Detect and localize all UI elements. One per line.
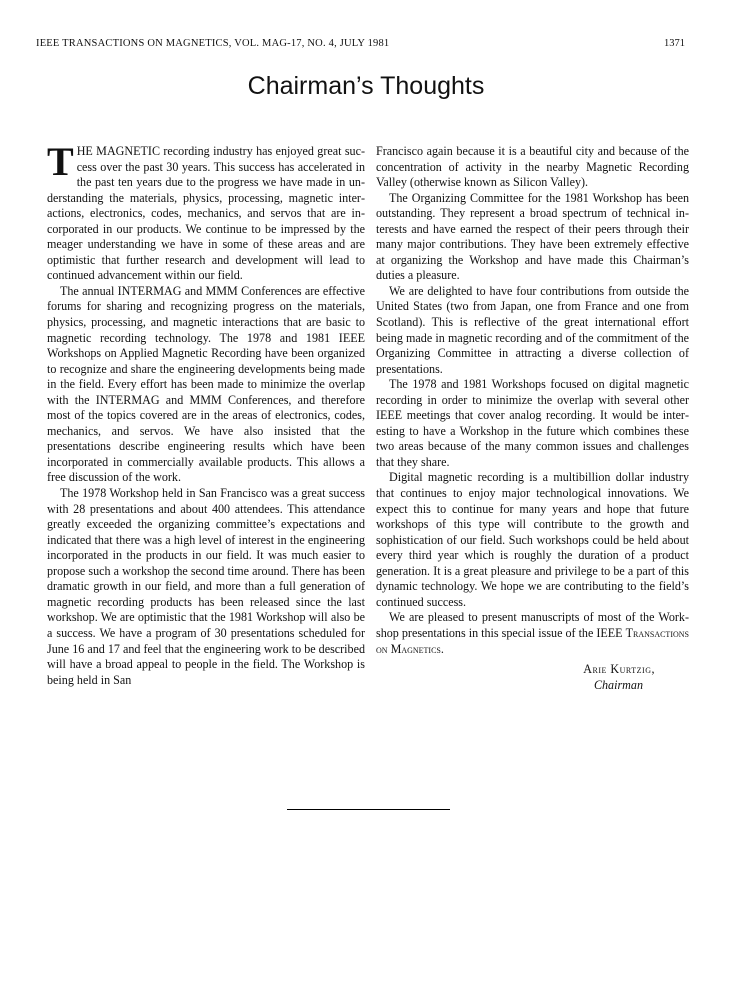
page-number: 1371 [664,38,685,49]
left-column [47,139,365,688]
paragraph-1-lead: HE MAGNETIC [76,144,161,158]
paragraph-5: We are delighted to have four contributions from outside the United States (two from Japan, one from France and one from Scotland). This is reflective of the great international effort being made in magnetic recording and of the commitment of the Organizing Committee in attracting a diverse collection of presentations. [376,283,689,376]
right-column [376,144,689,693]
journal-name: Transactions on Magnetics [376,625,689,656]
paragraph-6: The 1978 and 1981 Workshops focused on digital magnetic recording in order to minimize the overlap with several other IEEE meetings that cover analog recording. It would be interesting to have a Workshop in the future which combines these two areas because of the many common issues and challenges that they share. [376,377,689,469]
signature-name: Arie Kurtzig, [583,662,655,677]
signature-role: Chairman [593,677,643,692]
article-title: Chairman’s Thoughts [247,72,485,100]
paragraph-8-end: . [440,641,444,656]
running-head: IEEE TRANSACTIONS ON MAGNETICS, VOL. MAG-17, NO. 4, JULY 1981 [36,38,390,49]
paragraph-2: The annual INTERMAG and MMM Conferences are effective forums for sharing and recognizing progress on the materials, physics, processing, and magnetic interactions that are basic to magnetic recording technology. The 1978 and 1981 IEEE Workshops on Applied Magnetic Recording have been organized to recognize and share the engineering developments being made in the field. Every effort has been made to minimize the overlap with the INTERMAG and MMM Conferences, and therefore most of the topics covered are in the areas of electronics, codes, mechanics, and servos. We have also insisted that the presentations describe engineering results which have been incorporated in commercially available products. This allows a free discussion of the work. [47,283,365,485]
paragraph-3: The 1978 Workshop held in San Francisco was a great success with 28 presentations and about 400 attendees. This attendance greatly exceeded the organizing committee’s expectations and indicated that there was a high level of interest in the engineering incorporated in the products in our field. It was much easier to propose such a workshop the second time around. There has been dramatic growth in our field, and more than a full generation of magnetic recording products has been released since the last workshop. We are optimistic that the 1981 Workshop will also be a success. We have a program of 30 presentations scheduled for June 16 and 17 and feel that the engineering work to be described will have a broad appeal to people in the field. The Workshop is being held in San [47,486,365,687]
paragraph-4: The Organizing Committee for the 1981 Workshop has been outstanding. They represent a broad spectrum of technical interests and have earned the respect of their peers through their many major contributions. They have been extremely effective at organizing the Workshop and have made this Chairman’s duties a pleasure. [376,190,689,283]
paragraph-1 [47,139,365,284]
paragraph-1-body: recording industry has enjoyed great success over the past 30 years. This success has accelerated in the past ten years due to the progress we have made in understanding the materials, physics, processing, magnetic interactions, electronics, codes, mechanics, and servos that are incorporated in our products. We continue to be impressed by the meager understanding we have in some of these areas and are optimistic that further research and development will lead to continued advancement within our field. [47,144,365,283]
footer-divider [287,809,450,810]
paragraph-7: Digital magnetic recording is a multibillion dollar industry that continues to enjoy major technological innovations. We expect this to continue for many years and hope that future workshops of this type will contribute to the growth and sophistication of our field. Such workshops could be held about every third year which is roughly the duration of a product generation. It is a great pleasure and privilege to be a part of this dynamic technology. We hope we are contributing to the field’s continued success. [376,470,689,609]
paragraph-8 [376,610,689,657]
paragraph-3-continued: Francisco again because it is a beautiful city and because of the concentration of activity in the nearby Magnetic Recording Valley (otherwise known as Silicon Valley). [376,144,689,190]
drop-cap: T [47,139,74,184]
signature [376,662,689,693]
paragraph-8-text: We are pleased to present manuscripts of most of the Workshop presentations in this special issue of the IEEE [376,610,689,640]
